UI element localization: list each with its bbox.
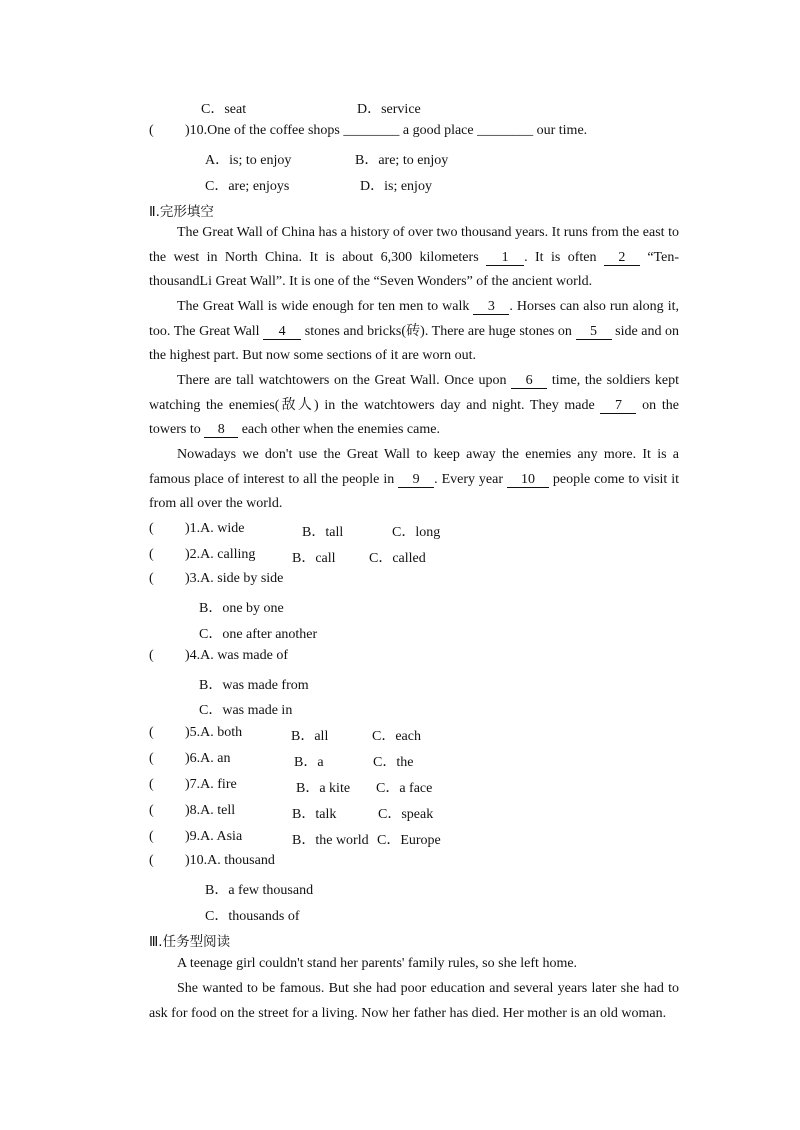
cloze-paragraph-2 (149, 295, 679, 369)
p2-text-a: The Great Wall is wide enough for ten men to walk (177, 299, 470, 314)
q9-option-b: B．the world (292, 833, 369, 848)
q9-option-c: C．Europe (377, 833, 441, 848)
p4-text-a: Nowadays we don't use the Great Wall to keep away the enemies any more. It is a famous place of interest to all the people in (149, 447, 679, 487)
q10-option-c: C．are; enjoys (205, 179, 290, 194)
blank-8[interactable]: 8 (204, 423, 238, 438)
question-9 (149, 829, 242, 845)
q1-option-b: B．tall (302, 525, 344, 540)
p3-text-d: each other when the enemies came. (241, 422, 440, 437)
q10-stem: )10.One of the coffee shops ________ a good place ________ our time. (185, 123, 588, 138)
q4-option-a: )4.A. was made of (185, 648, 289, 663)
reading-p1-text: A teenage girl couldn't stand her parents' family rules, so she left home. (177, 956, 578, 971)
blank-10[interactable]: 10 (507, 473, 549, 488)
q1-option-c: C．long (392, 525, 441, 540)
answer-paren-5[interactable]: ( (149, 725, 154, 740)
question-5 (149, 725, 242, 741)
q6-option-c: C．the (373, 755, 414, 770)
q6-option-b: B．a (294, 755, 324, 770)
blank-5[interactable]: 5 (576, 325, 612, 340)
question-4 (149, 648, 288, 664)
q2-option-c: C．called (369, 551, 426, 566)
q6-option-a: )6.A. an (185, 751, 231, 766)
blank-1[interactable]: 1 (486, 251, 524, 266)
answer-paren-6[interactable]: ( (149, 751, 154, 766)
answer-paren-8[interactable]: ( (149, 803, 154, 818)
blank-9[interactable]: 9 (398, 473, 434, 488)
q3-option-b: B．one by one (199, 601, 284, 616)
p4-text-c: people come to visit it from all over the world. (149, 471, 680, 511)
answer-paren-1[interactable]: ( (149, 521, 154, 536)
question-7 (149, 777, 237, 793)
q9-option-c: C．seat (201, 102, 247, 117)
question-3 (149, 571, 283, 587)
q9-option-a: )9.A. Asia (185, 829, 243, 844)
answer-paren-3[interactable]: ( (149, 571, 154, 586)
answer-paren[interactable]: ( (149, 123, 154, 138)
reading-p2-text: She wanted to be famous. But she had poor education and several years later she had to ask for food on the street for a living. Now her father has died. Her mother is an old woman. (149, 981, 679, 1021)
p1-text-c: “Ten-thousandLi Great Wall”. It is one of the “Seven Wonders” of the ancient world. (149, 249, 679, 289)
answer-paren-7[interactable]: ( (149, 777, 154, 792)
q4-option-b: B．was made from (199, 678, 309, 693)
p2-text-b: . Horses can also run along it, too. The Great Wall (149, 299, 679, 339)
cloze-paragraph-3 (149, 369, 679, 443)
question-1 (149, 521, 245, 537)
answer-paren-4[interactable]: ( (149, 648, 154, 663)
section-3-heading: Ⅲ.任务型阅读 (149, 934, 231, 950)
q2-option-b: B．call (292, 551, 336, 566)
blank-3[interactable]: 3 (473, 300, 509, 315)
q8-option-c: C．speak (378, 807, 434, 822)
p3-text-a: There are tall watchtowers on the Great Wall. Once upon (177, 373, 507, 388)
question-10 (149, 853, 275, 869)
q7-option-b: B．a kite (296, 781, 351, 796)
answer-paren-9[interactable]: ( (149, 829, 154, 844)
q3-option-c: C．one after another (199, 627, 318, 642)
section-2-heading: Ⅱ.完形填空 (149, 204, 214, 220)
p3-text-b: time, the soldiers kept watching the enemies(敌人) in the watchtowers day and night. They made (149, 373, 679, 413)
p1-text-a: The Great Wall of China has a history of over two thousand years. It runs from the east to the west in North China. It is about 6,300 kilometers (149, 225, 679, 265)
p1-text-b: . It is often (524, 249, 597, 265)
q4-option-c: C．was made in (199, 703, 293, 718)
q10-option-a: )10.A. thousand (185, 853, 275, 868)
q2-option-a: )2.A. calling (185, 547, 256, 562)
blank-7[interactable]: 7 (600, 399, 636, 414)
q5-option-a: )5.A. both (185, 725, 243, 740)
q10-option-b: B．a few thousand (205, 883, 314, 898)
blank-6[interactable]: 6 (511, 374, 547, 389)
q10-stem-line (149, 123, 587, 139)
q10-option-a: A．is; to enjoy (205, 153, 292, 168)
blank-4[interactable]: 4 (263, 325, 301, 340)
p4-text-b: . Every year (434, 471, 504, 487)
p2-text-c: stones and bricks(砖). There are huge stones on (304, 323, 572, 339)
q7-option-c: C．a face (376, 781, 433, 796)
q10-option-c: C．thousands of (205, 909, 300, 924)
question-2 (149, 547, 255, 563)
q8-option-a: )8.A. tell (185, 803, 236, 818)
blank-2[interactable]: 2 (604, 251, 640, 266)
q10-option-d: D．is; enjoy (360, 179, 432, 194)
q9-option-d: D．service (357, 102, 421, 117)
q5-option-c: C．each (372, 729, 421, 744)
q5-option-b: B．all (291, 729, 329, 744)
q10-option-b: B．are; to enjoy (355, 153, 449, 168)
cloze-paragraph-1 (149, 221, 679, 295)
reading-paragraph-1 (149, 952, 679, 977)
question-8 (149, 803, 235, 819)
reading-paragraph-2 (149, 977, 679, 1026)
answer-paren-2[interactable]: ( (149, 547, 154, 562)
p2-text-d: side and on the highest part. But now some sections of it are worn out. (149, 323, 680, 363)
cloze-paragraph-4 (149, 443, 679, 517)
q7-option-a: )7.A. fire (185, 777, 237, 792)
p3-text-c: on the towers to (149, 397, 679, 437)
q1-option-a: )1.A. wide (185, 521, 245, 536)
question-6 (149, 751, 231, 767)
answer-paren-10[interactable]: ( (149, 853, 154, 868)
q8-option-b: B．talk (292, 807, 337, 822)
q3-option-a: )3.A. side by side (185, 571, 284, 586)
